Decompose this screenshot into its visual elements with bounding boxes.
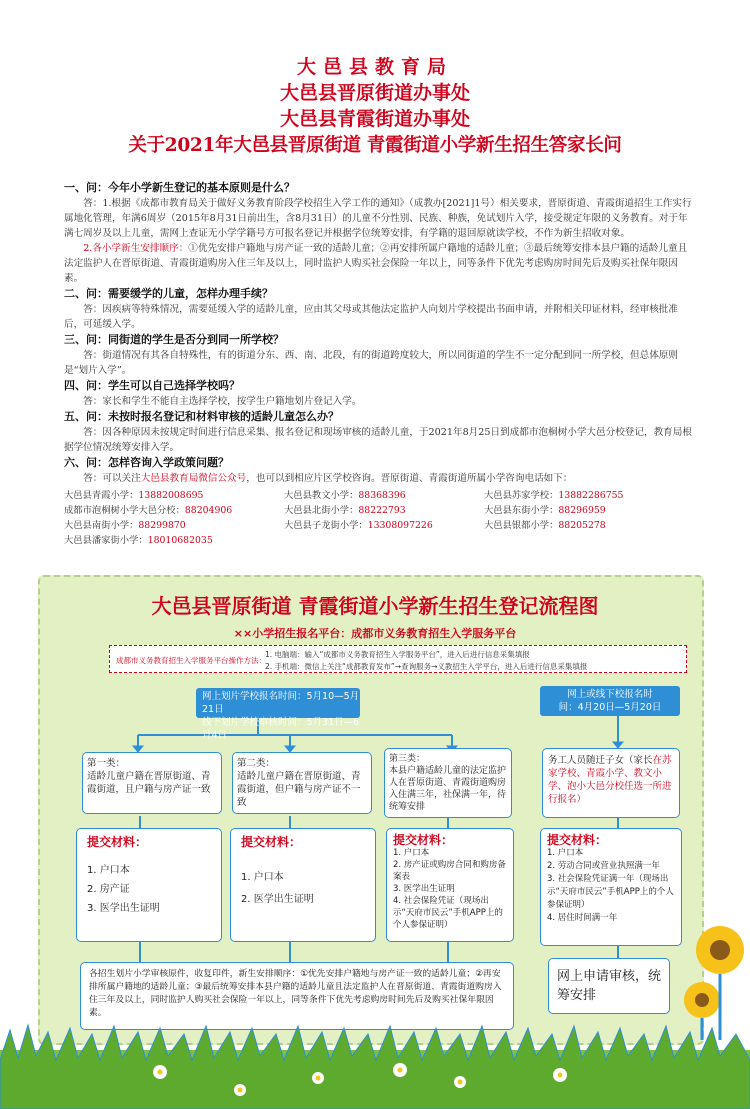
issuer-education-bureau: 大邑县教育局 [296,56,453,78]
category-2-box: 第二类： 适龄儿童户籍在晋原街道、青霞街道，但户籍与房产证不一致 [232,752,372,814]
contact-phone: 88204906 [184,505,233,516]
contact-name: 大邑县银都小学： [484,520,559,531]
school-contacts [64,488,694,548]
online-registration-times [196,688,360,741]
materials-label: 提交材料： [547,833,608,847]
flowchart-title: 大邑县晋原街道 青霞街道小学新生招生登记流程图 [151,594,599,618]
question-3: 三、问：同街道的学生是否分到同一所学校？ [64,333,284,346]
qa-section [64,180,694,548]
school-review-box: 各招生划片小学审核原件，收复印件，新生安排顺序：①优先安排户籍地与房产证一致的适龄儿童；②再安排所属户籍地的适龄儿童；③最后统筹安排本县户籍的适龄儿童且法定监护人在晋原街道、青霞街道购房入住三年及以上，同时监护人购买社会保险一年以上，同等条件下优先考虑购房时间先后及购买社保年限因素。 [80,962,514,1030]
migrant-time-line2: 间：4月20日—5月20日 [558,702,662,713]
contact-item [484,488,694,503]
answer-1-highlight: 2.各小学新生安排顺序 [83,243,179,254]
answer-1-rest: ：①优先安排户籍地与房产证一致的适龄儿童；②再安排所属户籍地的适龄儿童；③最后统筹安排本县户籍的适龄儿童且法定监护人在晋原街道、青霞街道购房入住三年及以上，同时监护人购买社会保险一年以上，同等条件下优先考虑购房时间先后及购买社保年限因素。 [64,243,688,284]
instructions-label: 成都市义务教育招生入学服务平台操作方法： [116,656,266,665]
category-1-box: 第一类： 适龄儿童户籍在晋原街道、青霞街道，且户籍与房产证一致 [82,752,222,814]
migrant-label: 务工人员随迁子女（家长 [548,755,653,766]
issuer-jinyuan-office: 大邑县晋原街道办事处 [279,82,470,104]
contact-phone: 13308097226 [367,520,433,531]
materials-box-migrant [540,828,682,946]
material-item: 2. 医学出生证明 [241,894,314,905]
category-3-box: 第三类： 本县户籍适龄儿童的法定监护人在晋原街道、青霞街道购房入住满三年，社保满一年，待统筹安排 [384,748,512,818]
material-item: 4. 社会保险凭证（现场出示“天府市民云”手机APP上的个人参保证明） [393,896,503,930]
offline-review-time-line2: 线下划片学校审核时间：5月31日—6月4日 [202,717,360,741]
materials-label: 提交材料： [241,835,302,849]
contact-item [484,503,694,518]
answer-6-prefix: 答：可以关注 [83,473,141,484]
contact-name: 大邑县教文小学： [284,490,359,501]
contact-phone: 88222793 [358,505,406,516]
material-item: 2. 房产证或购房合同和购房备案表 [393,860,506,882]
contact-item [64,533,284,548]
contact-phone: 88205278 [558,520,606,531]
contact-item [284,518,484,533]
materials-box-2 [230,828,376,942]
material-item: 1. 户口本 [547,848,584,858]
contact-item [284,488,484,503]
online-time-line1: 网上划片学校报名时间：5月10—5月21日 [202,691,360,715]
instructions-pc: 1. 电脑端：输入“成都市义务教育招生入学服务平台”，进入后进行信息采集填报 [265,650,530,659]
material-item: 3. 社会保险凭证满一年（现场出示“天府市民云”手机APP上的个人参保证明） [547,874,674,910]
contact-phone: 18010682035 [147,535,213,546]
contact-item [64,518,284,533]
document-header [0,54,750,160]
material-item: 1. 户口本 [241,872,284,883]
contact-item [64,488,284,503]
answer-1-part2 [64,241,694,286]
answer-2: 答：因疾病等特殊情况，需要延缓入学的适龄儿童，应由其父母或其他法定监护人向划片学校提出书面申请，并附相关印证材料，经审核批准后，可延缓入学。 [64,304,678,330]
materials-label: 提交材料： [87,835,148,849]
contact-name: 大邑县南街小学： [64,520,139,531]
contact-phone: 88299870 [138,520,186,531]
contact-phone: 88368396 [358,490,406,501]
material-item: 2. 劳动合同或营业执照满一年 [547,861,660,871]
answer-4: 答：家长和学生不能自主选择学校，按学生户籍地划片登记入学。 [83,396,362,407]
contact-name: 成都市泡桐树小学大邑分校： [64,505,185,516]
answer-6 [64,471,694,486]
question-1: 一、问：今年小学新生登记的基本原则是什么？ [64,181,295,194]
instructions-mobile: 2. 手机端：微信上关注“成都教育发布”→查询服务→义教招生入学平台，进入后进行信息采集填报 [265,662,588,671]
answer-5: 答：因各种原因未按规定时间进行信息采集、报名登记和现场审核的适龄儿童，于2021年8月25日到成都市泡桐树小学大邑分校登记，教育局根据学位情况统筹安排入学。 [64,427,692,453]
material-item: 3. 医学出生证明 [393,884,455,894]
contact-phone: 13882008695 [138,490,204,501]
materials-box-1 [76,828,222,942]
material-item: 1. 户口本 [87,865,130,876]
contact-item [64,503,284,518]
contact-name: 大邑县青霞小学： [64,490,139,501]
grass-flowers-decoration [0,1020,750,1109]
answer-6-suffix: ，也可以到相应片区学校咨询。晋原街道、青霞街道所属小学咨询电话如下： [246,473,573,484]
contact-phone: 13882286755 [558,490,624,501]
migrant-registration-times [540,686,680,716]
platform-instructions [109,645,687,673]
question-4: 四、问：学生可以自己选择学校吗？ [64,379,240,392]
materials-label: 提交材料： [393,833,454,847]
question-6: 六、问：怎样咨询入学政策问题？ [64,456,229,469]
contact-phone: 88296959 [558,505,606,516]
migrant-schools: 在苏家学校、青霞小学、教文小学、泡小大邑分校任选一所进行报名） [548,755,672,805]
answer-3: 答：街道情况有其各自特殊性，有的街道分东、西、南、北段，有的街道跨度较大，所以同街道的学生不一定分配到同一所学校，但总体原则是“划片入学”。 [64,350,678,376]
contact-name: 大邑县苏家学校： [484,490,559,501]
contact-name: 大邑县东街小学： [484,505,559,516]
category-migrant-box [542,748,680,818]
material-item: 4. 居住时间满一年 [547,913,618,923]
contact-item [284,503,484,518]
migrant-time-line1: 网上或线下校报名时 [567,689,653,700]
flowchart-platform-subtitle: ××小学招生报名平台：成都市义务教育招生入学服务平台 [233,627,517,640]
sunflower-icon [680,920,750,1040]
question-2: 二、问：需要缓学的儿童，怎样办理手续？ [64,287,273,300]
material-item: 1. 户口本 [393,848,430,858]
material-item: 2. 房产证 [87,884,130,895]
document-title: 关于2021年大邑县晋原街道 青霞街道小学新生招生答家长问 [128,135,622,156]
contact-name: 大邑县潘家街小学： [64,535,148,546]
issuer-qingxia-office: 大邑县青霞街道办事处 [279,108,470,130]
wechat-account-link[interactable]: 大邑县教育局微信公众号 [140,473,247,484]
contact-name: 大邑县子龙街小学： [284,520,368,531]
online-review-box: 网上申请审核，统筹安排 [548,958,670,1014]
material-item: 3. 医学出生证明 [87,903,160,914]
answer-1: 答：1.根据《成都市教育局关于做好义务教育阶段学校招生入学工作的通知》（成教办[2021]1号）相关要求，晋原街道、青霞街道招生工作实行属地化管理，年满6周岁（2015年8月31日前出生，含8月31日）的儿童不分性别、民族、种族，免试划片入学，接受规定年限的义务教育。对于年满七周岁及以上儿童，需网上查证无小学学籍号方可报名登记并根据学位统筹安排，有学籍的退回原就读学校，不作为新生招收对象。 [64,198,692,239]
contact-name: 大邑县北街小学： [284,505,359,516]
question-5: 五、问：未按时报名登记和材料审核的适龄儿童怎么办？ [64,410,339,423]
contact-item [484,518,694,533]
materials-box-3 [386,828,514,942]
